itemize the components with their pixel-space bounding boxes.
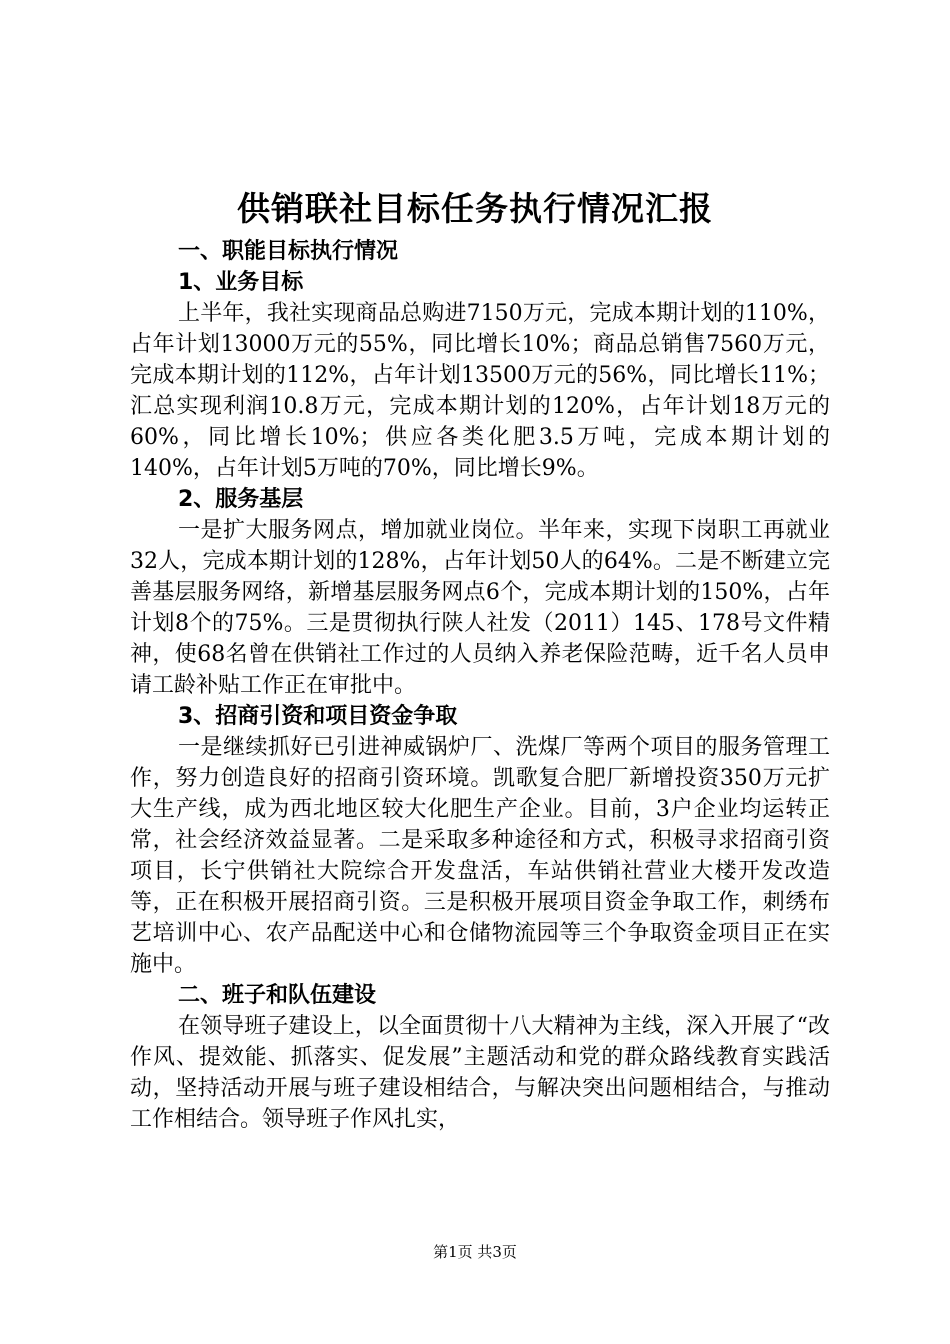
document-body [130, 236, 830, 1135]
subsection-heading-investment: 3、招商引资和项目资金争取 [178, 704, 458, 729]
paragraph-business-goals: 上半年，我社实现商品总购进7150万元，完成本期计划的110%，占年计划13000万元的55%，同比增长10%；商品总销售7560万元，完成本期计划的112%，占年计划13500万元的56%，同比增长11%；汇总实现利润10.8万元，完成本期计划的120%，占年计划18万元的60%，同比增长10%；供应各类化肥3.5万吨，完成本期计划的140%，占年计划5万吨的70%，同比增长9%。 [130, 301, 830, 481]
paragraph-team-building: 在领导班子建设上，以全面贯彻十八大精神为主线，深入开展了“改作风、提效能、抓落实、促发展”主题活动和党的群众路线教育实践活动，坚持活动开展与班子建设相结合，与解决突出问题相结合，与推动工作相结合。领导班子作风扎实， [130, 1014, 830, 1132]
section-heading-team-building: 二、班子和队伍建设 [178, 983, 377, 1008]
section-heading-functional-goals: 一、职能目标执行情况 [178, 239, 399, 264]
document-title: 供销联社目标任务执行情况汇报 [237, 189, 713, 228]
paragraph-investment: 一是继续抓好已引进神威锅炉厂、洗煤厂等两个项目的服务管理工作，努力创造良好的招商引资环境。凯歌复合肥厂新增投资350万元扩大生产线，成为西北地区较大化肥生产企业。目前，3户企业均运转正常，社会经济效益显著。二是采取多种途径和方式，积极寻求招商引资项目，长宁供销社大院综合开发盘活，车站供销社营业大楼开发改造等，正在积极开展招商引资。三是积极开展项目资金争取工作，刺绣布艺培训中心、农产品配送中心和仓储物流园等三个争取资金项目正在实施中。 [130, 735, 830, 977]
subsection-heading-business-goals: 1、业务目标 [178, 270, 304, 295]
paragraph-grassroots-service: 一是扩大服务网点，增加就业岗位。半年来，实现下岗职工再就业32人，完成本期计划的128%，占年计划50人的64%。二是不断建立完善基层服务网络，新增基层服务网点6个，完成本期计划的150%，占年计划8个的75%。三是贯彻执行陕人社发（2011）145、178号文件精神，使68名曾在供销社工作过的人员纳入养老保险范畴，近千名人员申请工龄补贴工作正在审批中。 [130, 518, 830, 698]
subsection-heading-grassroots-service: 2、服务基层 [178, 487, 304, 512]
page-footer: 第1页 共3页 [433, 1243, 517, 1261]
